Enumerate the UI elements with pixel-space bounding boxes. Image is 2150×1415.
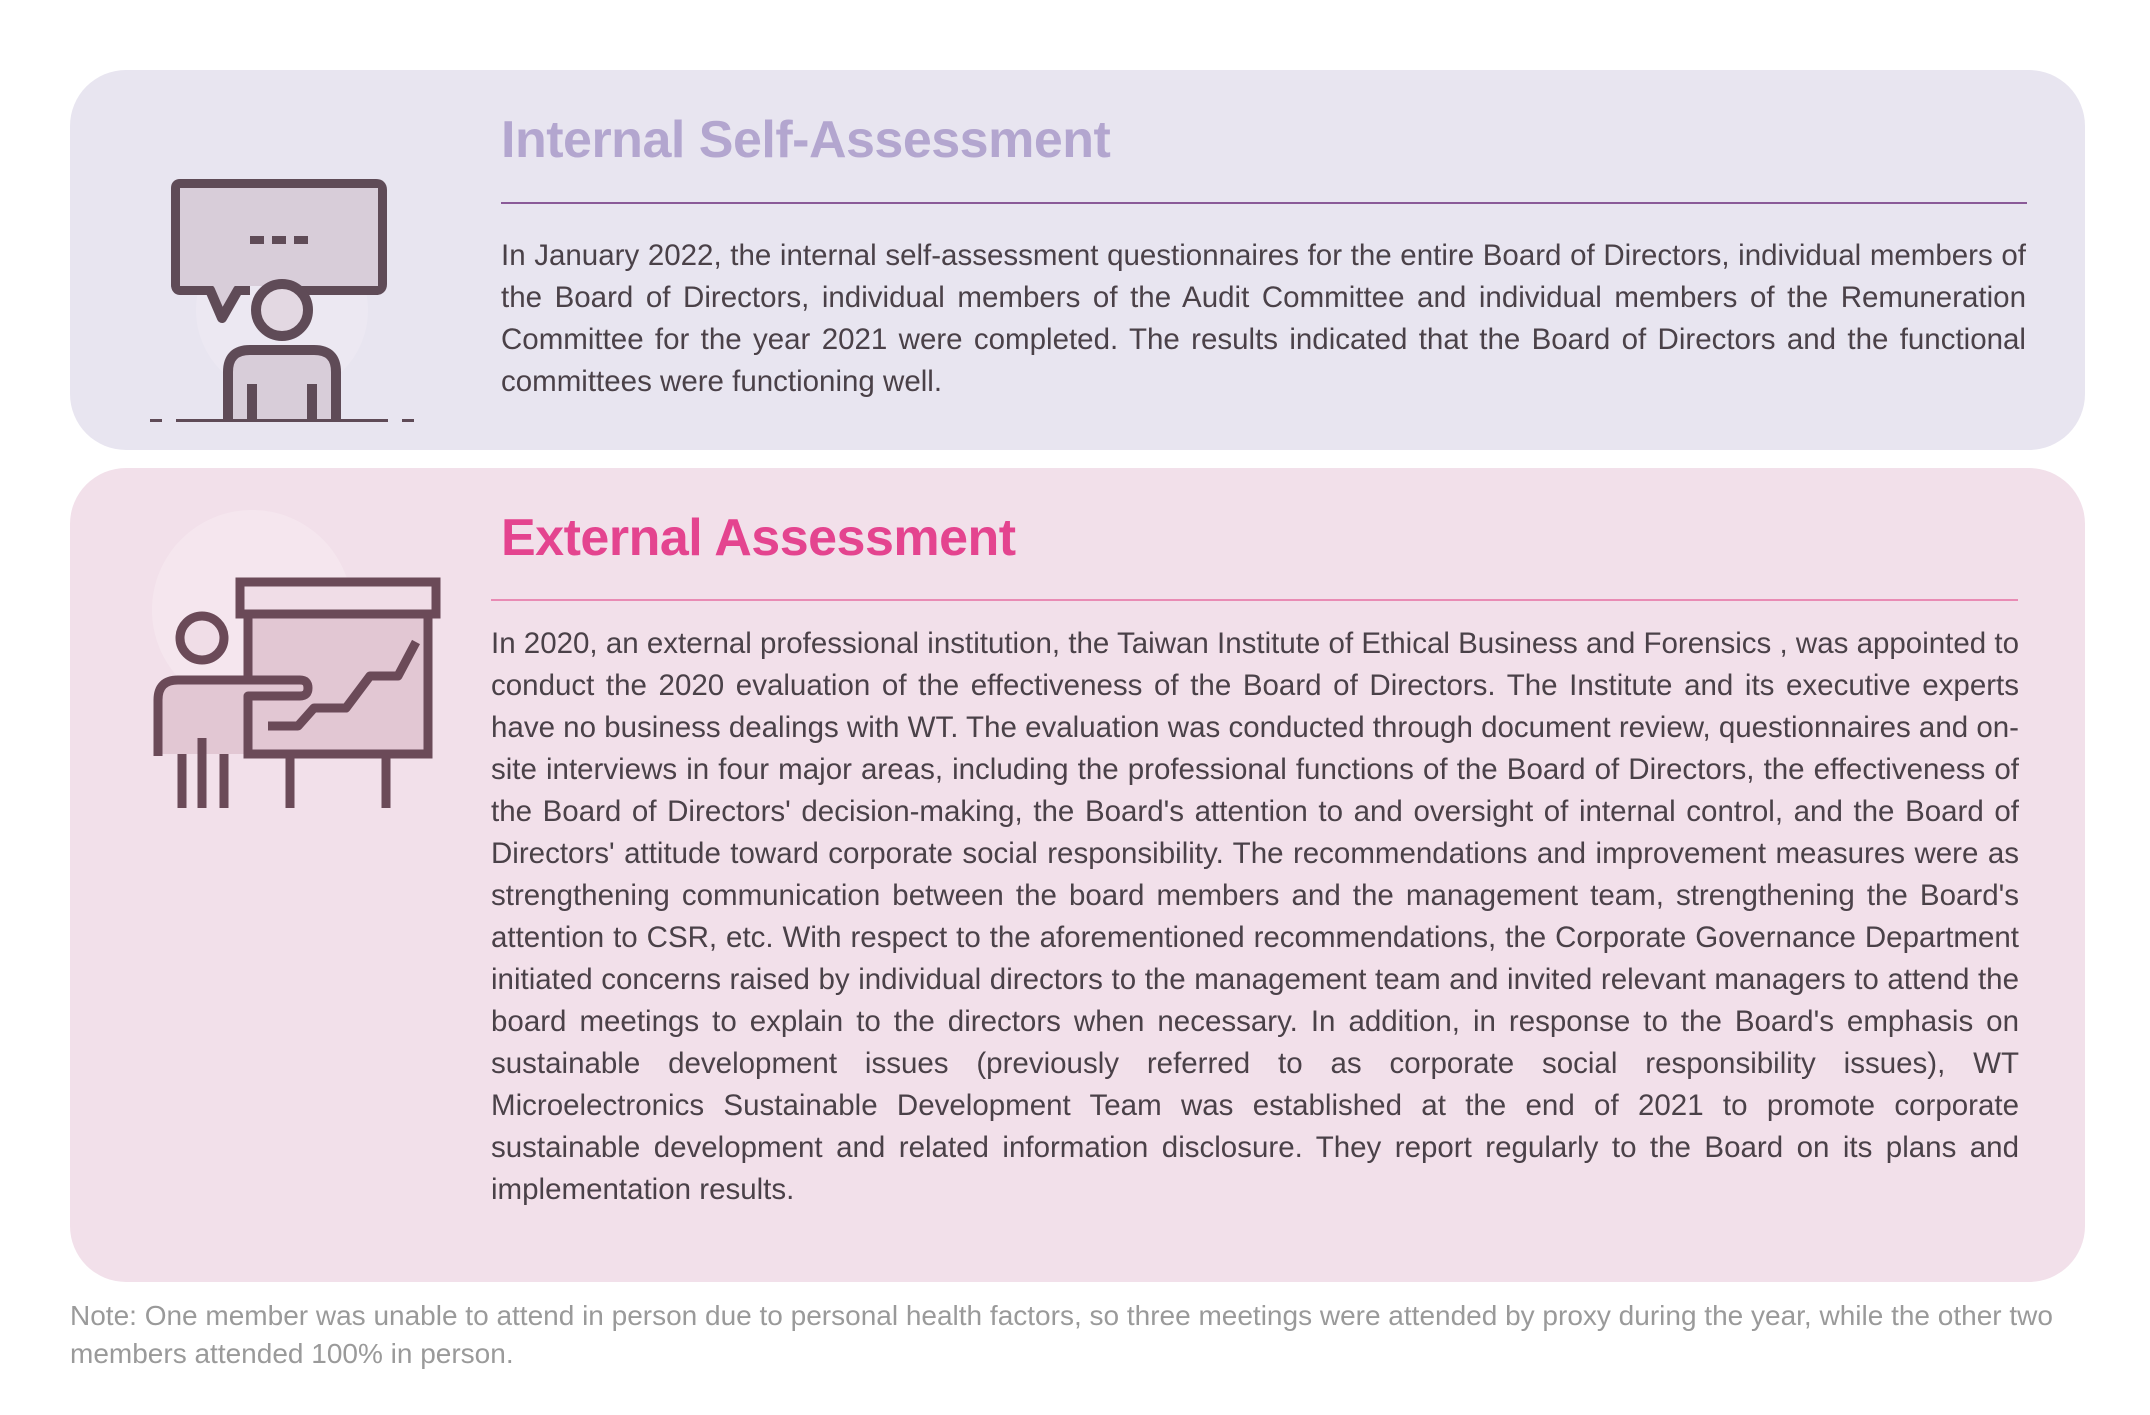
external-assessment-body: In 2020, an external professional institution, the Taiwan Institute of Ethical Business and Forensics , was appointed to conduct the 2020 evaluation of the effectiveness of the Board of Directors. The Institute and its executive experts have no business dealings with WT. The evaluation was conducted through document review, questionnaires and on-site interviews in four major areas, including the professional functions of the Board of Directors, the effectiveness of the Board of Directors' decision-making, the Board's attention to and oversight of internal control, and the Board of Directors' attitude toward corporate social responsibility. The recommendations and improvement measures were as strengthening communication between the board members and the management team, strengthening the Board's attention to CSR, etc. With respect to the aforementioned recommendations, the Corporate Governance Department initiated concerns raised by individual directors to the management team and invited relevant managers to attend the board meetings to explain to the directors when necessary. In addition, in response to the Board's emphasis on sustainable development issues (previously referred to as corporate social responsibility issues), WT Microelectronics Sustainable Development Team was established at the end of 2021 to promote corporate sustainable development and related information disclosure. They report regularly to the Board on its plans and implementation results.: [491, 627, 2019, 1206]
internal-title-divider: [501, 202, 2027, 204]
external-assessment-title: External Assessment: [501, 509, 1016, 567]
internal-assessment-card: [70, 70, 2085, 450]
external-title-divider: [491, 599, 2018, 601]
footnote: Note: One member was unable to attend in person due to personal health factors, so three meetings were attended by proxy during the year, while the other two members attended 100% in person.: [70, 1300, 2053, 1369]
presentation-board-icon: [150, 508, 460, 808]
internal-assessment-title: Internal Self-Assessment: [501, 111, 1111, 169]
internal-assessment-body: In January 2022, the internal self-assessment questionnaires for the entire Board of Directors, individual members of the Board of Directors, individual members of the Audit Committee and individual members of the Remuneration Committee for the year 2021 were completed. The results indicated that the Board of Directors and the functional committees were functioning well.: [501, 239, 2026, 398]
external-assessment-card: [70, 468, 2085, 1282]
speaking-person-icon: [150, 122, 440, 422]
